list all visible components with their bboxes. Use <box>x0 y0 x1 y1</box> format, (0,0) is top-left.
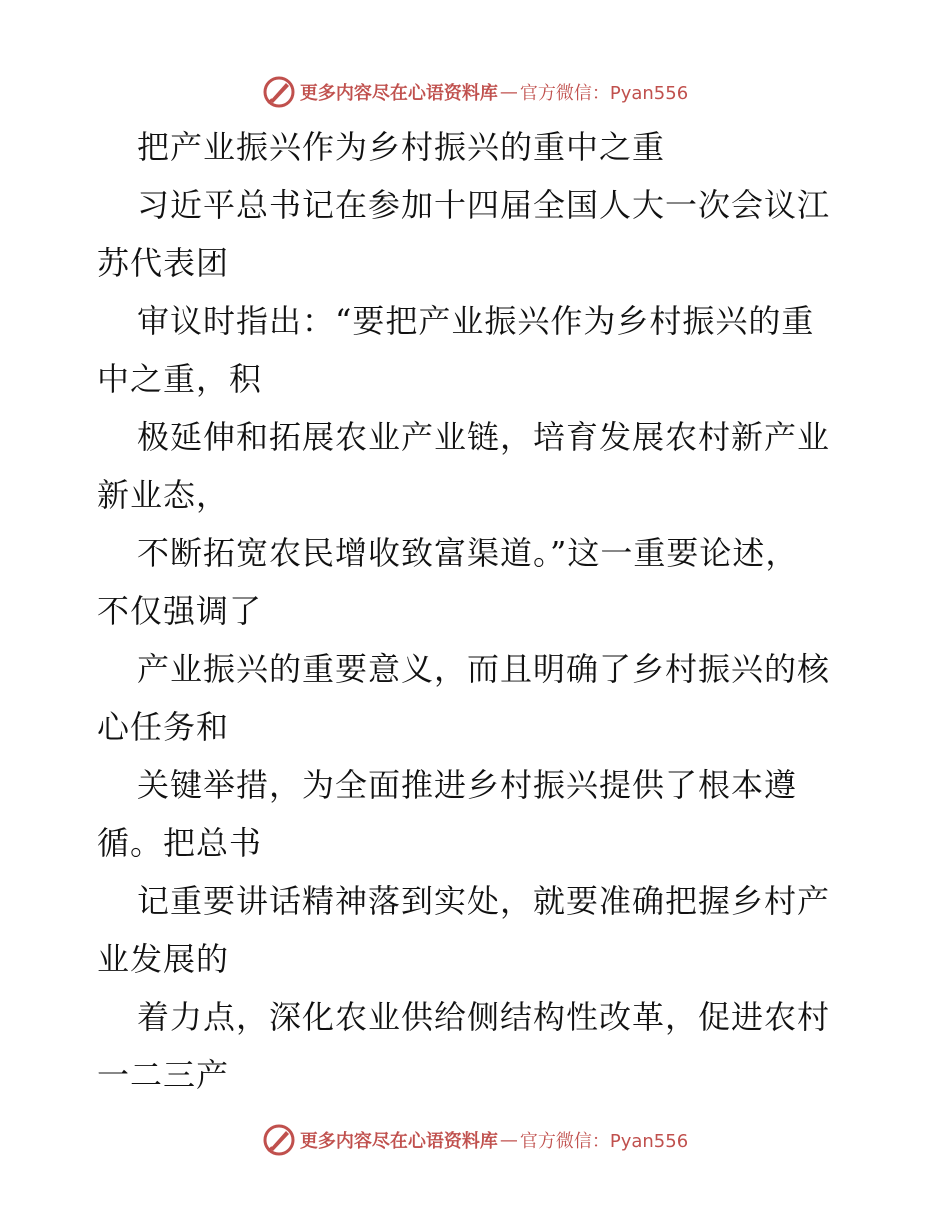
paragraph-line: 极延伸和拓展农业产业链，培育发展农村新产业 <box>137 418 831 456</box>
header-banner-wechat: 官方微信：Pyan556 <box>519 83 689 104</box>
paragraph-line: 关键举措，为全面推进乡村振兴提供了根本遵 <box>137 766 798 804</box>
footer-banner-wechat: 官方微信：Pyan556 <box>519 1131 689 1152</box>
paragraph-line: 着力点，深化农业供给侧结构性改革，促进农村 <box>137 998 831 1036</box>
paragraph-line: 业发展的 <box>97 940 230 978</box>
paragraph-line: 新业态， <box>97 476 230 514</box>
paragraph-line: 中之重，积 <box>97 360 263 398</box>
document-title: 把产业振兴作为乡村振兴的重中之重 <box>137 128 666 166</box>
footer-banner-main-text: 更多内容尽在心语资料库 <box>299 1131 498 1152</box>
paragraph-line: 苏代表团 <box>97 244 230 282</box>
paragraph-line: 产业振兴的重要意义，而且明确了乡村振兴的核 <box>137 650 831 688</box>
paragraph-line: 不断拓宽农民增收致富渠道。”这一重要论述， <box>137 534 799 572</box>
header-banner-main-text: 更多内容尽在心语资料库 <box>299 83 498 104</box>
paragraph-line: 不仅强调了 <box>97 592 263 630</box>
footer-banner-separator: — <box>499 1129 518 1151</box>
paragraph-line: 循。把总书 <box>97 824 263 862</box>
footer-banner <box>0 1120 950 1160</box>
document-body <box>97 118 857 1104</box>
paragraph-line: 心任务和 <box>97 708 230 746</box>
paragraph-line: 习近平总书记在参加十四届全国人大一次会议江 <box>137 186 831 224</box>
header-banner <box>0 72 950 112</box>
header-banner-separator: — <box>499 81 518 103</box>
paragraph-line: 一二三产 <box>97 1056 230 1094</box>
paragraph-line: 记重要讲话精神落到实处，就要准确把握乡村产 <box>137 882 831 920</box>
paragraph-line: 审议时指出：“要把产业振兴作为乡村振兴的重 <box>137 302 815 340</box>
quill-pen-logo-icon <box>262 75 296 109</box>
quill-pen-logo-icon <box>262 1123 296 1157</box>
